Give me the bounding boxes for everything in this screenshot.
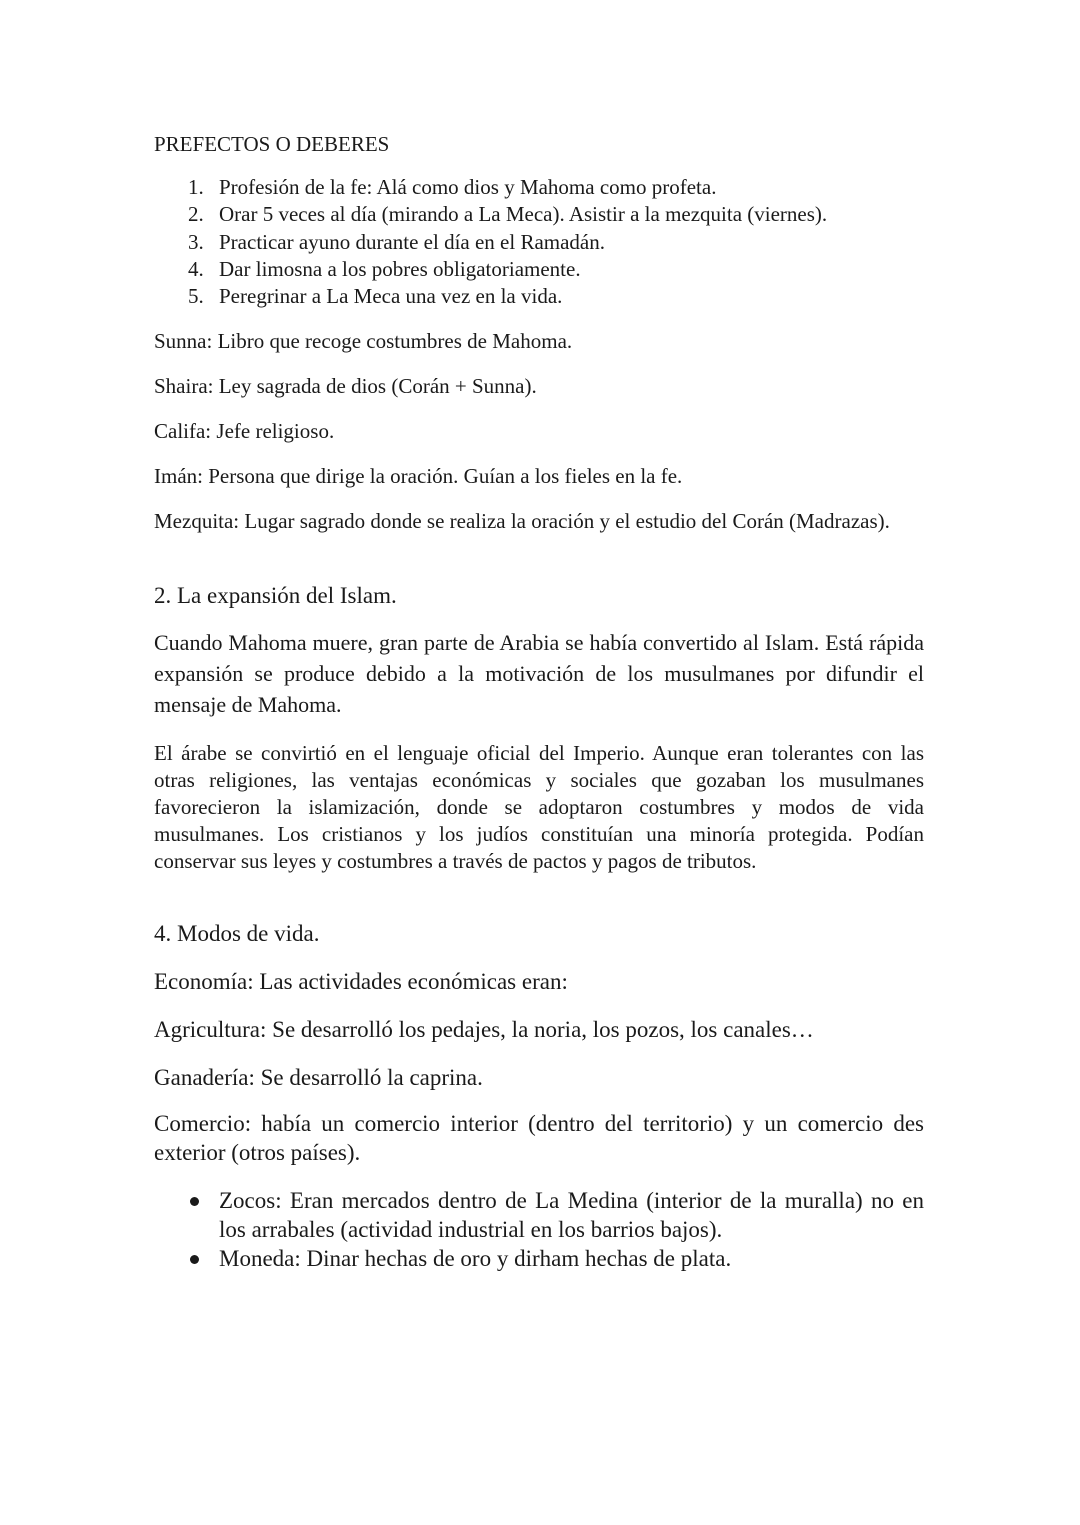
- bullet-icon: [190, 1255, 199, 1264]
- paragraph-comercio: Comercio: había un comercio interior (dentro del territorio) y un comercio des exterior (otros países).: [154, 1111, 924, 1165]
- list-item: 1. Profesión de la fe: Alá como dios y Mahoma como profeta.: [188, 175, 717, 199]
- definition-shaira: Shaira: Ley sagrada de dios (Corán + Sunna).: [154, 374, 537, 398]
- definition-iman: Imán: Persona que dirige la oración. Guían a los fieles en la fe.: [154, 464, 683, 488]
- deberes-list: [154, 174, 924, 310]
- section-title-expansion: 2. La expansión del Islam.: [154, 583, 397, 608]
- list-item: Zocos: Eran mercados dentro de La Medina (interior de la muralla) no en los arrabales (actividad industrial en los barrios bajos).: [154, 1186, 924, 1244]
- bullet-icon: [190, 1197, 199, 1206]
- paragraph-expansion-1: Cuando Mahoma muere, gran parte de Arabia se había convertido al Islam. Está rápida expansión se produce debido a la motivación de los musulmanes por difundir el mensaje de Mahoma.: [154, 630, 924, 717]
- paragraph-agricultura: Agricultura: Se desarrolló los pedajes, la noria, los pozos, los canales…: [154, 1017, 814, 1042]
- list-item: 5. Peregrinar a La Meca una vez en la vida.: [188, 284, 563, 309]
- paragraph-economia: Economía: Las actividades económicas eran:: [154, 969, 568, 994]
- section-title-modos-de-vida: 4. Modos de vida.: [154, 921, 320, 946]
- definition-mezquita: Mezquita: Lugar sagrado donde se realiza la oración y el estudio del Corán (Madrazas).: [154, 509, 890, 533]
- definition-sunna: Sunna: Libro que recoge costumbres de Mahoma.: [154, 329, 573, 353]
- comercio-bullet-list: [154, 1186, 924, 1273]
- definition-califa: Califa: Jefe religioso.: [154, 419, 335, 443]
- paragraph-ganaderia: Ganadería: Se desarrolló la caprina.: [154, 1065, 483, 1090]
- list-item: Moneda: Dinar hechas de oro y dirham hechas de plata.: [154, 1244, 924, 1273]
- list-item: 3. Practicar ayuno durante el día en el Ramadán.: [188, 229, 605, 254]
- list-item: 4. Dar limosna a los pobres obligatoriamente.: [188, 256, 581, 281]
- deberes-heading: PREFECTOS O DEBERES: [154, 132, 390, 156]
- list-item: 2. Orar 5 veces al día (mirando a La Meca). Asistir a la mezquita (viernes).: [188, 202, 828, 227]
- paragraph-expansion-2: El árabe se convirtió en el lenguaje oficial del Imperio. Aunque eran tolerantes con las otras religiones, las ventajas económicas y sociales que gozaban los musulmanes favorecieron la islamización, donde se adoptaron costumbres y modos de vida musulmanes. Los cristianos y los judíos constituían una minoría protegida. Podían conservar sus leyes y costumbres a través de pactos y pagos de tributos.: [154, 741, 924, 873]
